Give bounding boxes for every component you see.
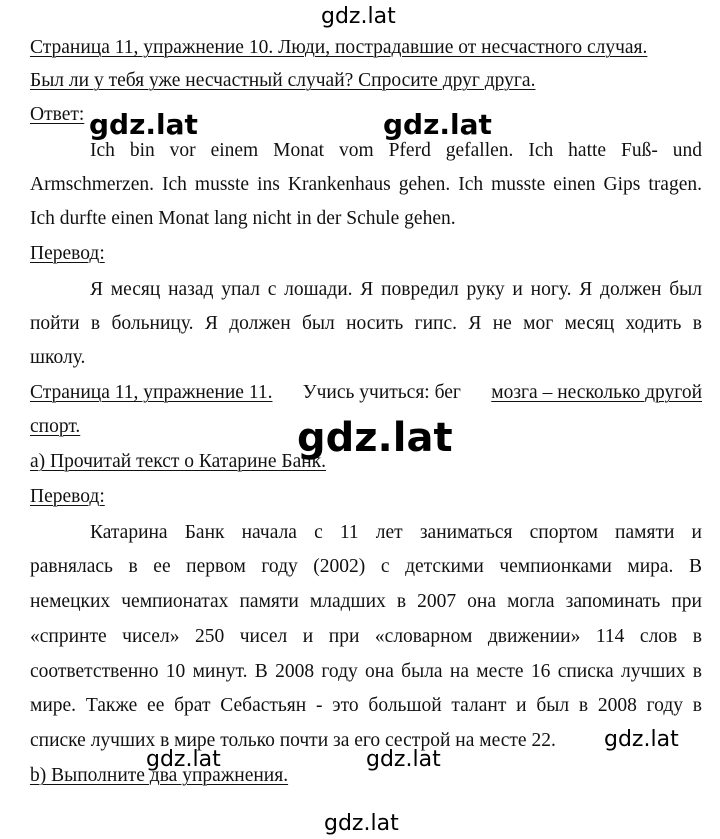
exercise-11-subtitle-start: Учись учиться: бег	[297, 382, 466, 403]
watermark-lower-middle: gdz.lat	[366, 747, 441, 772]
answer-paragraph-line-2: Armschmerzen. Ich musste ins Krankenhaus gehen. Ich musste einen Gips tragen.	[30, 174, 702, 195]
translation-2-line-3: немецких чемпионатах памяти младших в 2007 она могла запоминать при	[30, 591, 702, 612]
task-b: b) Выполните два упражнения.	[30, 765, 289, 786]
watermark-lower-left: gdz.lat	[146, 747, 221, 772]
translation-2-line-7: списке лучших в мире только почти за его сестрой на месте 22.	[30, 730, 556, 751]
translation-1-line-2: пойти в больницу. Я должен был носить гипс. Я не мог месяц ходить в	[30, 313, 702, 334]
watermark-bottom: gdz.lat	[324, 811, 399, 836]
translation-label-2: Перевод:	[30, 486, 105, 507]
answer-label: Ответ:	[30, 104, 85, 125]
exercise-11-title: Страница 11, упражнение 11.	[30, 382, 273, 403]
translation-1-line-1: Я месяц назад упал с лошади. Я повредил руку и ногу. Я должен был	[90, 279, 702, 300]
exercise-11-heading-line-1	[30, 381, 702, 405]
translation-1-line-3: школу.	[30, 347, 86, 368]
translation-2-line-6: мире. Также ее брат Себастьян - это большой талант и был в 2008 году в	[30, 695, 702, 716]
exercise-10-heading-line-1: Страница 11, упражнение 10. Люди, пострадавшие от несчастного случая.	[30, 37, 648, 58]
translation-2-line-4: «спринте чисел» 250 чисел и при «словарном движении» 114 слов в	[30, 626, 702, 647]
exercise-11-subtitle-end: мозга – несколько другой	[491, 382, 702, 403]
translation-2-line-5: соответственно 10 минут. В 2008 году она была на месте 16 списка лучших в	[30, 661, 702, 682]
exercise-10-heading-line-2: Был ли у тебя уже несчастный случай? Спросите друг друга.	[30, 70, 536, 91]
watermark-top: gdz.lat	[321, 4, 396, 29]
exercise-11-heading-line-2: спорт.	[30, 416, 81, 437]
watermark-right: gdz.lat	[380, 111, 495, 139]
answer-paragraph-line-3: Ich durfte einen Monat lang nicht in der Schule gehen.	[30, 208, 456, 229]
translation-2-line-1: Катарина Банк начала с 11 лет заниматься спортом памяти и	[90, 522, 702, 543]
watermark-lower-right: gdz.lat	[604, 727, 679, 752]
watermark-center: gdz.lat	[297, 415, 453, 461]
translation-label-1: Перевод:	[30, 243, 105, 264]
watermark-left: gdz.lat	[86, 111, 201, 139]
answer-paragraph-line-1: Ich bin vor einem Monat vom Pferd gefallen. Ich hatte Fuß- und	[90, 140, 702, 161]
translation-2-line-2: равнялась в ее первом году (2002) с детскими чемпионками мира. В	[30, 556, 702, 577]
task-a: a) Прочитай текст о Катарине Банк.	[30, 451, 327, 472]
